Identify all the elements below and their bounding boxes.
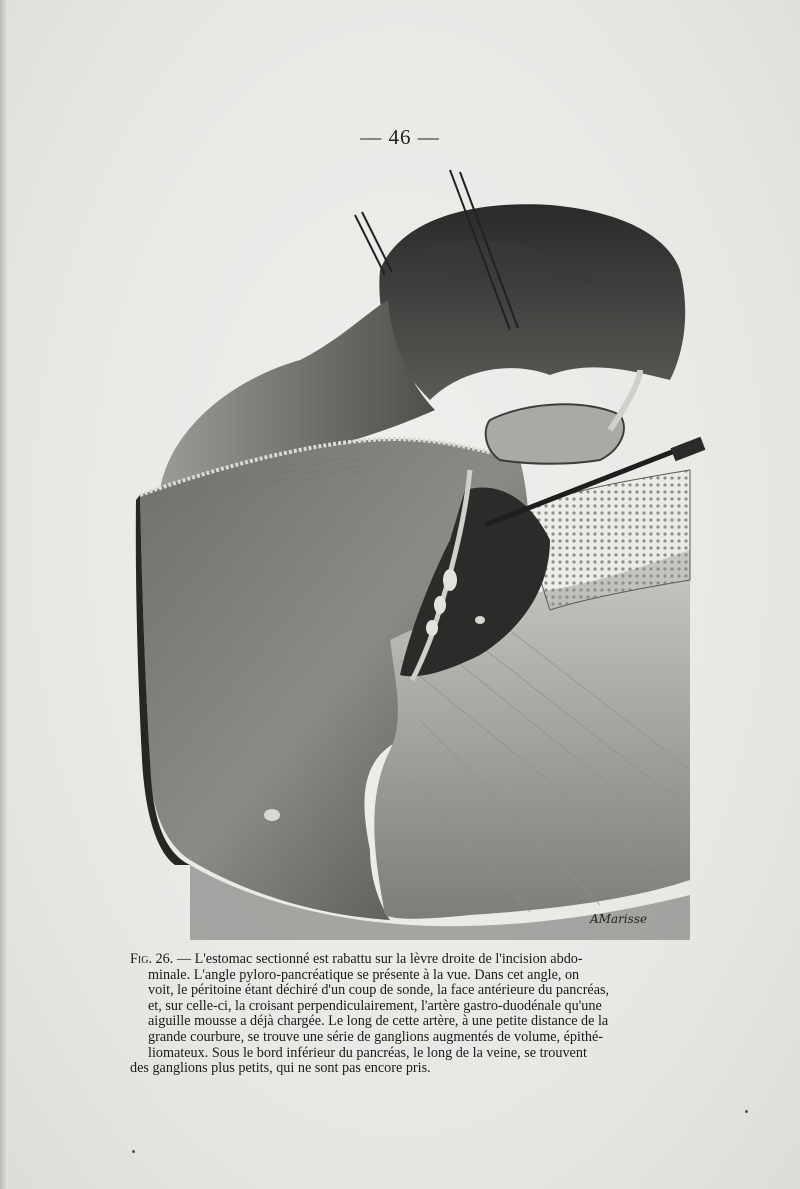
duodenum <box>486 404 624 463</box>
page-left-edge <box>0 0 8 1189</box>
retractor-wire <box>362 212 392 272</box>
caption-line: minale. L'angle pyloro-pancréatique se présente à la vue. Dans cet angle, on <box>148 966 580 983</box>
ganglion <box>434 596 446 614</box>
retractor-wire <box>355 215 385 275</box>
figure-caption <box>130 952 708 1077</box>
needle-handle <box>671 437 706 462</box>
caption-line: — L'estomac sectionné est rabattu sur la lèvre droite de l'incision abdo- <box>176 951 583 967</box>
anatomical-illustration <box>130 160 710 940</box>
ganglion <box>426 620 438 636</box>
ganglion <box>475 616 485 624</box>
caption-line: voit, le péritoine étant déchiré d'un coup de sonde, la face antérieure du pancréas, <box>148 982 610 999</box>
page-number: — 46 — <box>360 125 440 149</box>
caption-line: et, sur celle-ci, la croisant perpendiculairement, l'artère gastro-duodénale qu'une <box>148 997 602 1014</box>
ganglion <box>443 569 457 591</box>
caption-line: grande courbure, se trouve une série de ganglions augmentés de volume, épithé- <box>148 1028 604 1045</box>
paper-speck <box>745 1110 748 1113</box>
caption-line: liomateux. Sous le bord inférieur du pancréas, le long de la veine, se trouvent <box>148 1044 587 1061</box>
caption-label: Fig. 26. <box>130 951 174 967</box>
ganglion <box>264 809 280 821</box>
artist-signature: AMarisse <box>590 912 648 926</box>
caption-line: aiguille mousse a déjà chargée. Le long de cette artère, à une petite distance de la <box>148 1013 609 1030</box>
caption-line: des ganglions plus petits, qui ne sont pas encore pris. <box>130 1060 431 1077</box>
paper-speck <box>132 1150 135 1153</box>
